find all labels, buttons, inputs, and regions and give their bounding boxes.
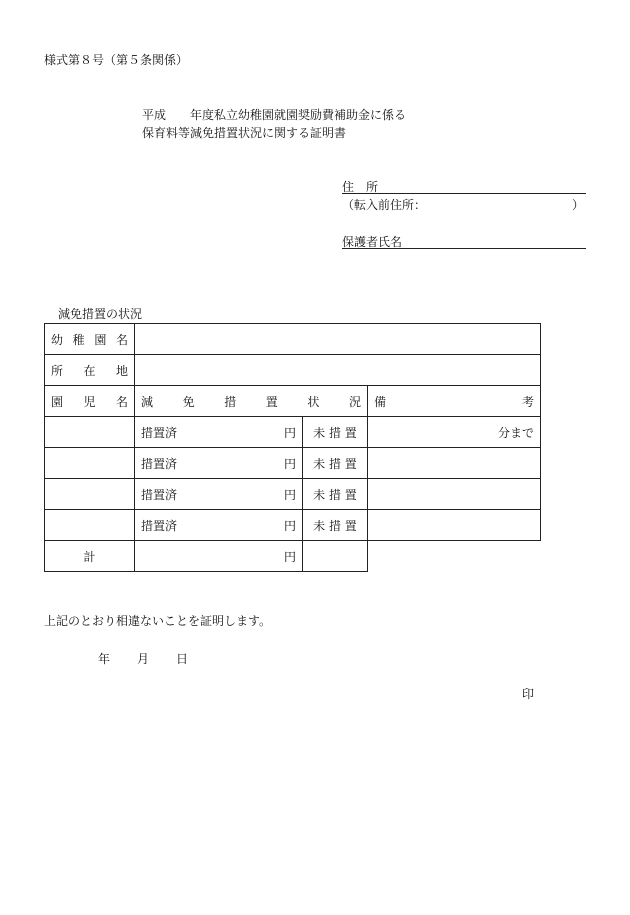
reduction-status-table — [44, 323, 541, 572]
not-applied-label: 未 措 置 — [313, 456, 357, 471]
applied-cell[interactable] — [135, 417, 303, 448]
applied-cell[interactable] — [135, 479, 303, 510]
certification-statement: 上記のとおり相違ないことを証明します。 — [44, 614, 272, 628]
not-applied-label: 未 措 置 — [313, 425, 357, 440]
applied-cell[interactable] — [135, 448, 303, 479]
remark-cell[interactable] — [368, 448, 541, 479]
location-value[interactable] — [135, 355, 541, 386]
date-year: 年 — [98, 652, 111, 666]
kindergarten-name-label: 幼 稚 園 名 — [45, 324, 135, 355]
total-not-applied-cell[interactable] — [303, 541, 368, 572]
remark-text: 分まで — [498, 425, 535, 440]
kindergarten-name-row — [45, 324, 541, 355]
table-row — [45, 448, 541, 479]
seal-mark: 印 — [522, 687, 535, 701]
table-row — [45, 510, 541, 541]
address-underline — [342, 193, 586, 194]
section-label: 減免措置の状況 — [58, 307, 143, 321]
guardian-name-underline — [342, 248, 586, 249]
remarks-header: 備 考 — [368, 386, 541, 417]
yen-unit: 円 — [283, 456, 296, 471]
not-applied-cell[interactable] — [303, 479, 368, 510]
total-yen-unit: 円 — [283, 549, 296, 564]
date-day: 日 — [176, 652, 189, 666]
remark-cell[interactable] — [368, 417, 541, 448]
guardian-name-label: 保護者氏名 — [342, 235, 403, 249]
document-title-line2: 保育料等減免措置状況に関する証明書 — [142, 126, 347, 140]
applied-label: 措置済 — [141, 425, 178, 440]
total-remark-cell — [368, 541, 541, 572]
not-applied-cell[interactable] — [303, 417, 368, 448]
location-row — [45, 355, 541, 386]
applied-cell[interactable] — [135, 510, 303, 541]
remark-cell[interactable] — [368, 510, 541, 541]
table-row — [45, 417, 541, 448]
child-name-cell[interactable] — [45, 479, 135, 510]
applied-label: 措置済 — [141, 518, 178, 533]
yen-unit: 円 — [283, 518, 296, 533]
child-name-cell[interactable] — [45, 417, 135, 448]
table-row — [45, 479, 541, 510]
previous-address-close: ） — [572, 198, 585, 212]
kindergarten-name-value[interactable] — [135, 324, 541, 355]
child-name-cell[interactable] — [45, 448, 135, 479]
not-applied-cell[interactable] — [303, 448, 368, 479]
yen-unit: 円 — [283, 487, 296, 502]
not-applied-cell[interactable] — [303, 510, 368, 541]
not-applied-label: 未 措 置 — [313, 518, 357, 533]
child-name-cell[interactable] — [45, 510, 135, 541]
remark-cell[interactable] — [368, 479, 541, 510]
location-label: 所 在 地 — [45, 355, 135, 386]
total-label: 計 — [45, 541, 135, 572]
document-title-line1: 平成 年度私立幼稚園就園奨励費補助金に係る — [142, 108, 407, 122]
date-month: 月 — [137, 652, 150, 666]
table-header-row — [45, 386, 541, 417]
form-number: 様式第８号（第５条関係） — [44, 53, 189, 67]
reduction-status-header: 減 免 措 置 状 況 — [135, 386, 368, 417]
total-amount-cell[interactable] — [135, 541, 303, 572]
child-name-header: 園 児 名 — [45, 386, 135, 417]
applied-label: 措置済 — [141, 487, 178, 502]
yen-unit: 円 — [283, 425, 296, 440]
not-applied-label: 未 措 置 — [313, 487, 357, 502]
applied-label: 措置済 — [141, 456, 178, 471]
previous-address-label: （転入前住所： — [342, 198, 427, 212]
total-row — [45, 541, 541, 572]
address-label: 住 所 — [342, 180, 379, 194]
